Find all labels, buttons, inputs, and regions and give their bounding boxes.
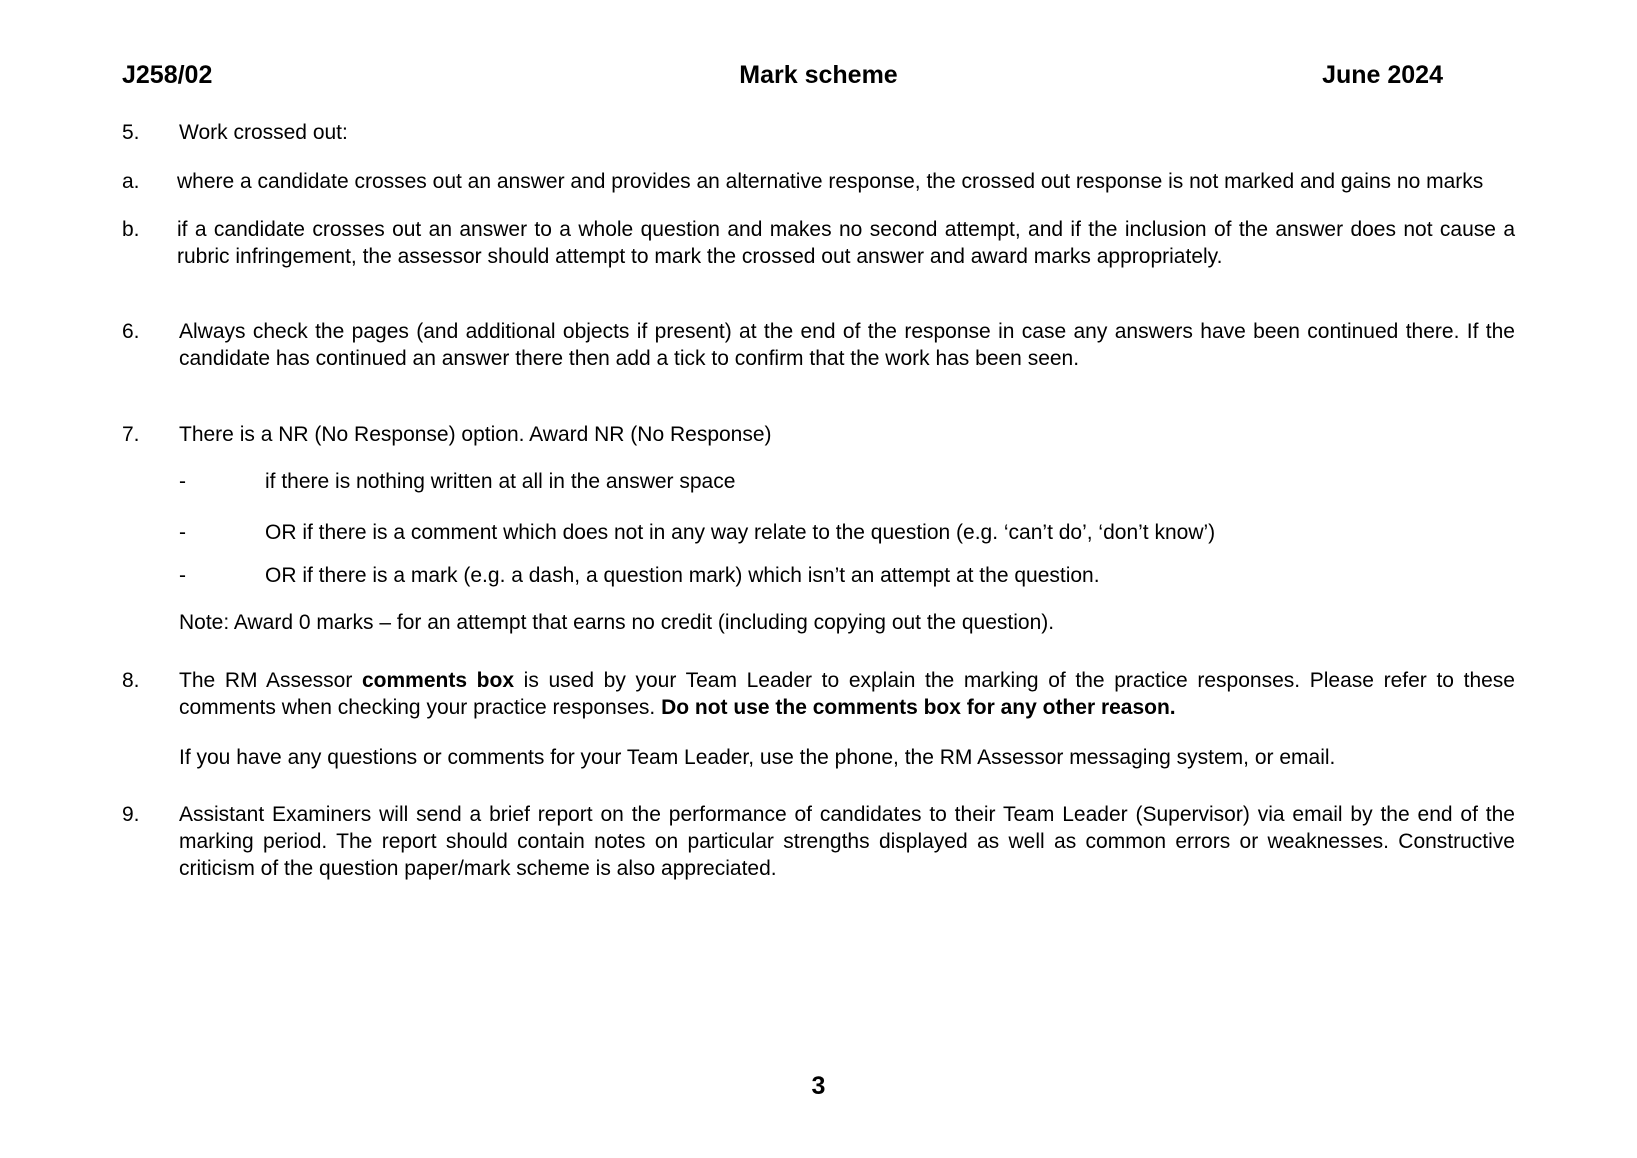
page-footer <box>0 1072 1637 1100</box>
item-number: 9. <box>122 803 140 826</box>
bullet-dash: - <box>179 564 186 587</box>
bullet-text: if there is nothing written at all in the answer space <box>265 470 736 493</box>
header-date: June 2024 <box>1322 61 1443 89</box>
sub-item-text: where a candidate crosses out an answer and provides an alternative response, the crossed out response is not marked and gains no marks <box>177 170 1484 193</box>
item-number: 6. <box>122 320 140 343</box>
bullet-dash: - <box>179 521 186 544</box>
followup-paragraph <box>122 744 1515 771</box>
item-number: 8. <box>122 669 140 692</box>
bullet-item-3 <box>122 562 1515 589</box>
list-item-9 <box>122 801 1515 882</box>
item-title: Work crossed out: <box>179 121 348 144</box>
sub-item-label: a. <box>122 170 140 193</box>
item-text-run-bold: comments box <box>362 669 515 692</box>
list-item-7 <box>122 421 1515 448</box>
list-item-6 <box>122 318 1515 372</box>
item-number: 5. <box>122 121 140 144</box>
bullet-item-2 <box>122 519 1515 546</box>
list-item-5 <box>122 119 1515 146</box>
item-number: 7. <box>122 423 140 446</box>
document-body <box>122 119 1515 882</box>
list-item-8 <box>122 667 1515 721</box>
page-number: 3 <box>811 1072 826 1100</box>
sub-item-5b <box>122 216 1515 270</box>
item-title: There is a NR (No Response) option. Award NR (No Response) <box>179 423 772 446</box>
item-text-run-bold: Do not use the comments box for any other reason. <box>661 696 1176 719</box>
bullet-item-1 <box>122 468 1515 495</box>
sub-item-5a <box>122 168 1515 195</box>
note-text: Note: Award 0 marks – for an attempt that earns no credit (including copying out the question). <box>179 611 1055 634</box>
item-text: Always check the pages (and additional objects if present) at the end of the response in case any answers have been continued there. If the candidate has continued an answer there then add a tick to confirm that the work has been seen. <box>179 320 1515 370</box>
bullet-dash: - <box>179 470 186 493</box>
item-text-run: The RM Assessor <box>179 669 362 692</box>
bullet-text: OR if there is a comment which does not in any way relate to the question (e.g. ‘can’t do’, ‘don’t know’) <box>265 521 1216 544</box>
sub-item-label: b. <box>122 218 140 241</box>
item-text: Assistant Examiners will send a brief report on the performance of candidates to their Team Leader (Supervisor) via email by the end of the marking period. The report should contain notes on particular strengths displayed as well as common errors or weaknesses. Constructive criticism of the question paper/mark scheme is also appreciated. <box>179 803 1515 880</box>
header-doc-title: Mark scheme <box>739 61 898 89</box>
bullet-text: OR if there is a mark (e.g. a dash, a question mark) which isn’t an attempt at the question. <box>265 564 1100 587</box>
header-paper-code: J258/02 <box>122 61 213 89</box>
followup-text: If you have any questions or comments for your Team Leader, use the phone, the RM Assessor messaging system, or email. <box>179 746 1336 769</box>
note-paragraph <box>122 609 1515 636</box>
item-text <box>179 667 1515 721</box>
item-text-run: is used by your Team Leader to explain the marking of the practice responses. Please refer to these comments when checking your practice responses. <box>179 669 1515 719</box>
sub-item-text: if a candidate crosses out an answer to a whole question and makes no second attempt, and if the inclusion of the answer does not cause a rubric infringement, the assessor should attempt to mark the crossed out answer and award marks appropriately. <box>177 218 1515 268</box>
